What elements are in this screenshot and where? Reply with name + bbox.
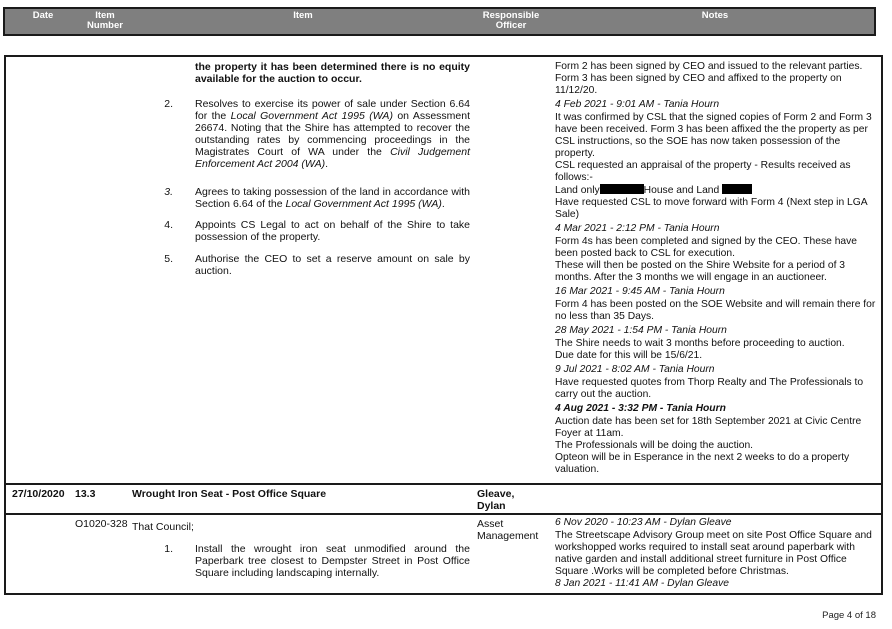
resolution-number: 1. [164, 543, 173, 555]
note-timestamp: 9 Jul 2021 - 8:02 AM - Tania Hourn [555, 364, 715, 375]
note-body: Have requested quotes from Thorp Realty and The Professionals to carry out the auction. [555, 377, 864, 400]
header-responsible-officer [475, 11, 547, 31]
item-number: 13.3 [75, 488, 96, 500]
resolution-2 [195, 98, 470, 170]
note-body: The Streetscape Advisory Group meet on site Post Office Square and workshopped works required to install seat around paperbark with native garden and install additional street furniture in Post Office Square .Works will be completed before Christmas. [555, 530, 872, 577]
header-item-number-line1: Item [95, 10, 115, 21]
item-continued-text: the property it has been determined there is no equity available for the auction to occur. [195, 61, 470, 85]
note-body: The Professionals will be doing the auction. [555, 440, 754, 451]
resolution-1: Install the wrought iron seat unmodified around the Paperbark tree closest to Dempster Street in Post Office Square including landscaping internally. [195, 543, 470, 579]
house-land-label: House and Land [643, 185, 720, 196]
resolution-number: 2. [164, 98, 173, 110]
resolution-number-ref: O1020-328 [75, 518, 128, 530]
note-body: It was confirmed by CSL that the signed copies of Form 2 and Form 3 have been received. Form 3 has been affixed the the property as per CSL instructions, so the SOE has now taken possession of the property. [555, 112, 872, 159]
note-body: These will then be posted on the Shire Website for a period of 3 months. After the 3 months we will engage in an auctioneer. [555, 260, 846, 283]
resolution-intro: That Council; [132, 521, 194, 533]
responsible-department: Asset Management [477, 518, 539, 542]
header-date: Date [32, 10, 54, 21]
minutes-table [4, 55, 883, 595]
resolution-2-act-1: Local Government Act 1995 (WA) [230, 110, 393, 122]
item-title: Wrought Iron Seat - Post Office Square [132, 488, 327, 500]
header-item-number [75, 11, 135, 31]
note-body: The Shire needs to wait 3 months before proceeding to auction. [555, 338, 845, 349]
item-date: 27/10/2020 [12, 488, 65, 500]
resolution-number: 5. [164, 253, 173, 265]
note-body: Opteon will be in Esperance in the next 2 weeks to do a property valuation. [555, 452, 850, 475]
row-divider [6, 513, 881, 515]
notes-cell [555, 61, 877, 476]
note-body: Due date for this will be 15/6/21. [555, 350, 703, 361]
resolution-3-act: Local Government Act 1995 (WA) [285, 198, 442, 210]
resolution-5: Authorise the CEO to set a reserve amount on sale by auction. [195, 253, 470, 277]
note-timestamp: 4 Feb 2021 - 9:01 AM - Tania Hourn [555, 99, 720, 110]
resolution-3-text-b: . [441, 198, 445, 210]
note-body: Auction date has been set for 18th September 2021 at Civic Centre Foyer at 11am. [555, 416, 862, 439]
row-divider [6, 483, 881, 485]
header-notes: Notes [701, 10, 729, 21]
resolution-number: 4. [164, 219, 173, 231]
note-body: Form 4s has been completed and signed by the CEO. These have been posted back to CSL for execution. [555, 236, 858, 259]
note-timestamp: 4 Aug 2021 - 3:32 PM - Tania Hourn [555, 403, 726, 414]
header-item-number-line2: Number [87, 20, 123, 31]
notes-intro: Form 2 has been signed by CEO and issued to the relevant parties. Form 3 has been signed by CEO and affixed to the property on 11/12/20. [555, 61, 863, 96]
responsible-officer: Gleave, Dylan [477, 488, 515, 512]
header-officer-line2: Officer [495, 20, 527, 31]
notes-cell [555, 517, 877, 590]
redaction-block [722, 184, 752, 194]
land-only-label: Land only [555, 185, 600, 196]
note-body: CSL requested an appraisal of the property - Results received as follows:- [555, 160, 851, 183]
header-officer-line1: Responsible [482, 10, 540, 21]
note-timestamp: 6 Nov 2020 - 10:23 AM - Dylan Gleave [555, 517, 732, 528]
resolution-2-text-c: . [325, 158, 329, 170]
resolution-3-text-a: Agrees to taking possession of the land in accordance with Section 6.64 of the [195, 186, 470, 210]
page-number: Page 4 of 18 [822, 610, 876, 621]
resolution-2-text-b: on Assessment 26674. Noting that the Shire has attempted to recover the outstanding rates by commencing proceedings in the Magistrates Court of WA under the [195, 110, 471, 158]
resolution-4: Appoints CS Legal to act on behalf of the Shire to take possession of the property. [195, 219, 470, 243]
note-body: Form 4 has been posted on the SOE Website and will remain there for no less than 35 Days. [555, 299, 876, 322]
resolution-number: 3. [164, 186, 173, 198]
note-timestamp: 4 Mar 2021 - 2:12 PM - Tania Hourn [555, 223, 720, 234]
note-timestamp: 16 Mar 2021 - 9:45 AM - Tania Hourn [555, 286, 725, 297]
header-item: Item [293, 10, 313, 21]
appraisal-line [555, 184, 877, 197]
note-timestamp: 28 May 2021 - 1:54 PM - Tania Hourn [555, 325, 727, 336]
resolution-3 [195, 186, 470, 210]
resolution-2-act-2: Civil Judgement Enforcement Act 2004 (WA) [195, 146, 471, 170]
note-body: Have requested CSL to move forward with Form 4 (Next step in LGA Sale) [555, 197, 868, 220]
note-timestamp: 8 Jan 2021 - 11:41 AM - Dylan Gleave [555, 578, 729, 589]
resolution-2-text-a: Resolves to exercise its power of sale under Section 6.64 for the [195, 98, 470, 122]
table-header [3, 7, 876, 36]
redaction-block [600, 184, 644, 194]
